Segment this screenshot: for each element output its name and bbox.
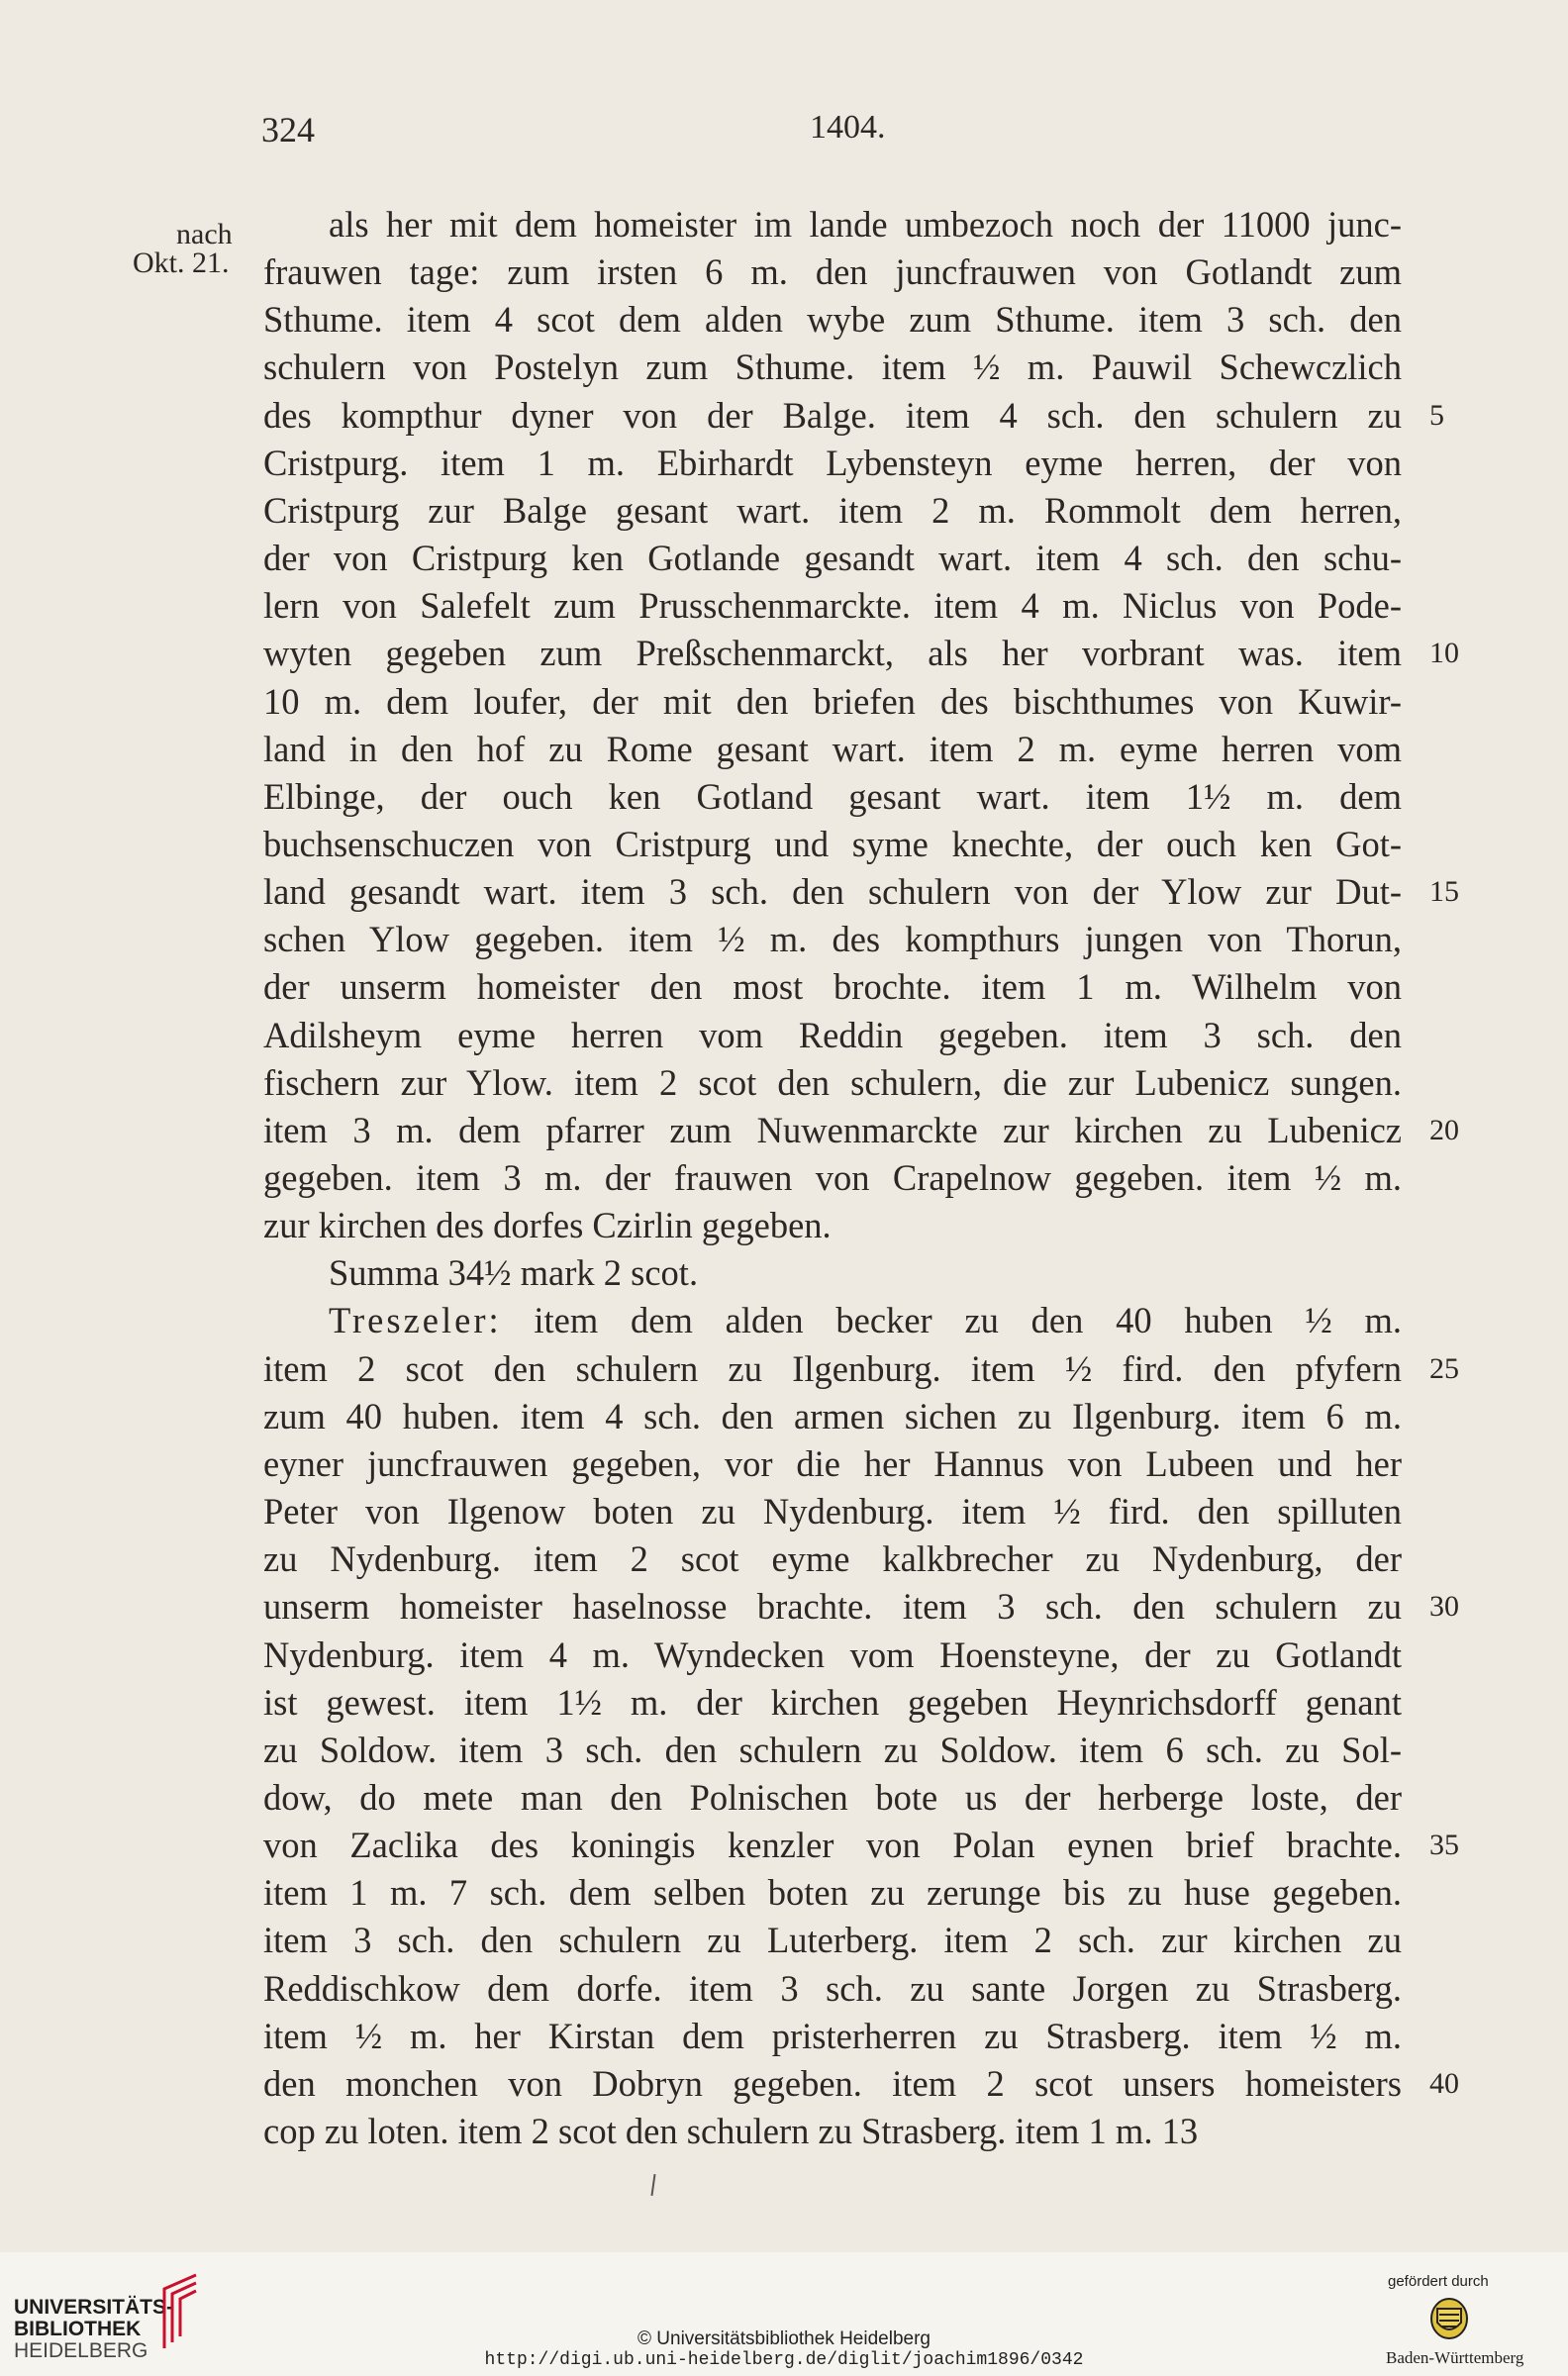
text-line: wyten gegeben zum Preßschenmarckt, als her vorbrant was. item xyxy=(263,633,1402,674)
margin-note-date: Okt. 21. xyxy=(133,247,230,279)
text-line: dow, do mete man den Polnischen bote us der herberge loste, der xyxy=(263,1776,1402,1818)
text-line: Cristpurg zur Balge gesant wart. item 2 m. Rommolt dem herren, xyxy=(263,489,1402,531)
text-line: Peter von Ilgenow boten zu Nydenburg. item ½ fird. den spilluten xyxy=(263,1491,1402,1533)
text-line: lern von Salefelt zum Prusschenmarckte. item 4 m. Niclus von Pode- xyxy=(263,585,1402,627)
text-line: land gesandt wart. item 3 sch. den schulern von der Ylow zur Dut- xyxy=(263,871,1402,913)
text-line: Reddischkow dem dorfe. item 3 sch. zu sante Jorgen zu Strasberg. xyxy=(263,1967,1402,2009)
copyright-notice: © Universitätsbibliothek Heidelberg xyxy=(637,2328,931,2349)
text-line: zur kirchen des dorfes Czirlin gegeben. xyxy=(263,1205,832,1246)
permalink[interactable]: http://digi.ub.uni-heidelberg.de/diglit/joachim1896/0342 xyxy=(484,2350,1084,2370)
margin-note-nach: nach xyxy=(176,218,233,250)
text-line: unserm homeister haselnosse brachte. item 3 sch. den schulern zu xyxy=(263,1586,1402,1628)
text-line: item 3 m. dem pfarrer zum Nuwenmarckte zur kirchen zu Lubenicz xyxy=(263,1109,1402,1150)
line-number: 5 xyxy=(1429,398,1444,432)
text-line: der von Cristpurg ken Gotlande gesandt wart. item 4 sch. den schu- xyxy=(263,538,1402,579)
line-number: 30 xyxy=(1429,1590,1459,1624)
text-line: zu Nydenburg. item 2 scot eyme kalkbrecher zu Nydenburg, der xyxy=(263,1538,1402,1580)
text-line: buchsenschuczen von Cristpurg und syme knechte, der ouch ken Got- xyxy=(263,823,1402,864)
text-line: item 2 scot den schulern zu Ilgenburg. item ½ fird. den pfyfern xyxy=(263,1347,1402,1389)
page-number: 324 xyxy=(261,110,315,149)
library-name-line-2: BIBLIOTHEK xyxy=(14,2318,142,2340)
text-line: land in den hof zu Rome gesant wart. item 2 m. eyme herren vom xyxy=(263,728,1402,769)
text-line: zum 40 huben. item 4 sch. den armen sichen zu Ilgenburg. item 6 m. xyxy=(263,1395,1402,1436)
text-line: Elbinge, der ouch ken Gotland gesant wart. item 1½ m. dem xyxy=(263,775,1402,817)
library-name-line-3: HEIDELBERG xyxy=(14,2339,148,2362)
text-line: item 3 sch. den schulern zu Luterberg. item 2 sch. zur kirchen zu xyxy=(263,1920,1402,1961)
text-line: von Zaclika des koningis kenzler von Polan eynen brief brachte. xyxy=(263,1825,1402,1866)
text-line: item ½ m. her Kirstan dem pristerherren zu Strasberg. item ½ m. xyxy=(263,2015,1402,2056)
text-line: den monchen von Dobryn gegeben. item 2 scot unsers homeisters xyxy=(263,2062,1402,2104)
coat-of-arms-icon xyxy=(1429,2295,1469,2340)
text-line: der unserm homeister den most brochte. item 1 m. Wilhelm von xyxy=(263,966,1402,1008)
text-line: als her mit dem homeister im lande umbezoch noch der 11000 junc- xyxy=(329,204,1402,245)
text-line: zu Soldow. item 3 sch. den schulern zu Soldow. item 6 sch. zu Sol- xyxy=(263,1729,1402,1770)
text-line: Sthume. item 4 scot dem alden wybe zum Sthume. item 3 sch. den xyxy=(263,299,1402,341)
text-line: Nydenburg. item 4 m. Wyndecken vom Hoensteyne, der zu Gotlandt xyxy=(263,1634,1402,1675)
running-header-year: 1404. xyxy=(810,109,886,146)
funded-by-label: gefördert durch xyxy=(1388,2273,1489,2290)
text-line: cop zu loten. item 2 scot den schulern zu Strasberg. item 1 m. 13 xyxy=(263,2111,1199,2151)
text-line: eyner juncfrauwen gegeben, vor die her Hannus von Lubeen und her xyxy=(263,1442,1402,1484)
text-line: Adilsheym eyme herren vom Reddin gegeben. item 3 sch. den xyxy=(263,1014,1402,1055)
library-name-line-1: UNIVERSITÄTS- xyxy=(14,2296,174,2319)
text-line: schen Ylow gegeben. item ½ m. des kompthurs jungen von Thorun, xyxy=(263,919,1402,960)
line-number: 25 xyxy=(1429,1351,1459,1385)
text-line: fischern zur Ylow. item 2 scot den schulern, die zur Lubenicz sungen. xyxy=(263,1061,1402,1103)
funder-name: Baden-Württemberg xyxy=(1386,2348,1524,2367)
text-line: gegeben. item 3 m. der frauwen von Crapelnow gegeben. item ½ m. xyxy=(263,1157,1402,1198)
line-number: 15 xyxy=(1429,875,1459,909)
section-heading-treszeler: Treszeler: xyxy=(329,1300,502,1341)
text-line: Treszeler: item dem alden becker zu den 40 huben ½ m. xyxy=(329,1300,1402,1341)
line-number: 40 xyxy=(1429,2066,1459,2100)
text-line: item 1 m. 7 sch. dem selben boten zu zerunge bis zu huse gegeben. xyxy=(263,1872,1402,1914)
line-number: 20 xyxy=(1429,1113,1459,1146)
text-line: frauwen tage: zum irsten 6 m. den juncfrauwen von Gotlandt zum xyxy=(263,251,1402,293)
line-number: 35 xyxy=(1429,1829,1459,1862)
text-line: Summa 34½ mark 2 scot. xyxy=(329,1252,699,1294)
text-line: ist gewest. item 1½ m. der kirchen gegeben Heynrichsdorff genant xyxy=(263,1681,1402,1723)
text-line: 10 m. dem loufer, der mit den briefen des bischthumes von Kuwir- xyxy=(263,680,1402,722)
text-line: schulern von Postelyn zum Sthume. item ½ m. Pauwil Schewczlich xyxy=(263,346,1402,388)
text-line: des kompthur dyner von der Balge. item 4 sch. den schulern zu xyxy=(263,394,1402,436)
line-number: 10 xyxy=(1429,637,1459,670)
text-line: Cristpurg. item 1 m. Ebirhardt Lybensteyn eyme herren, der von xyxy=(263,442,1402,483)
